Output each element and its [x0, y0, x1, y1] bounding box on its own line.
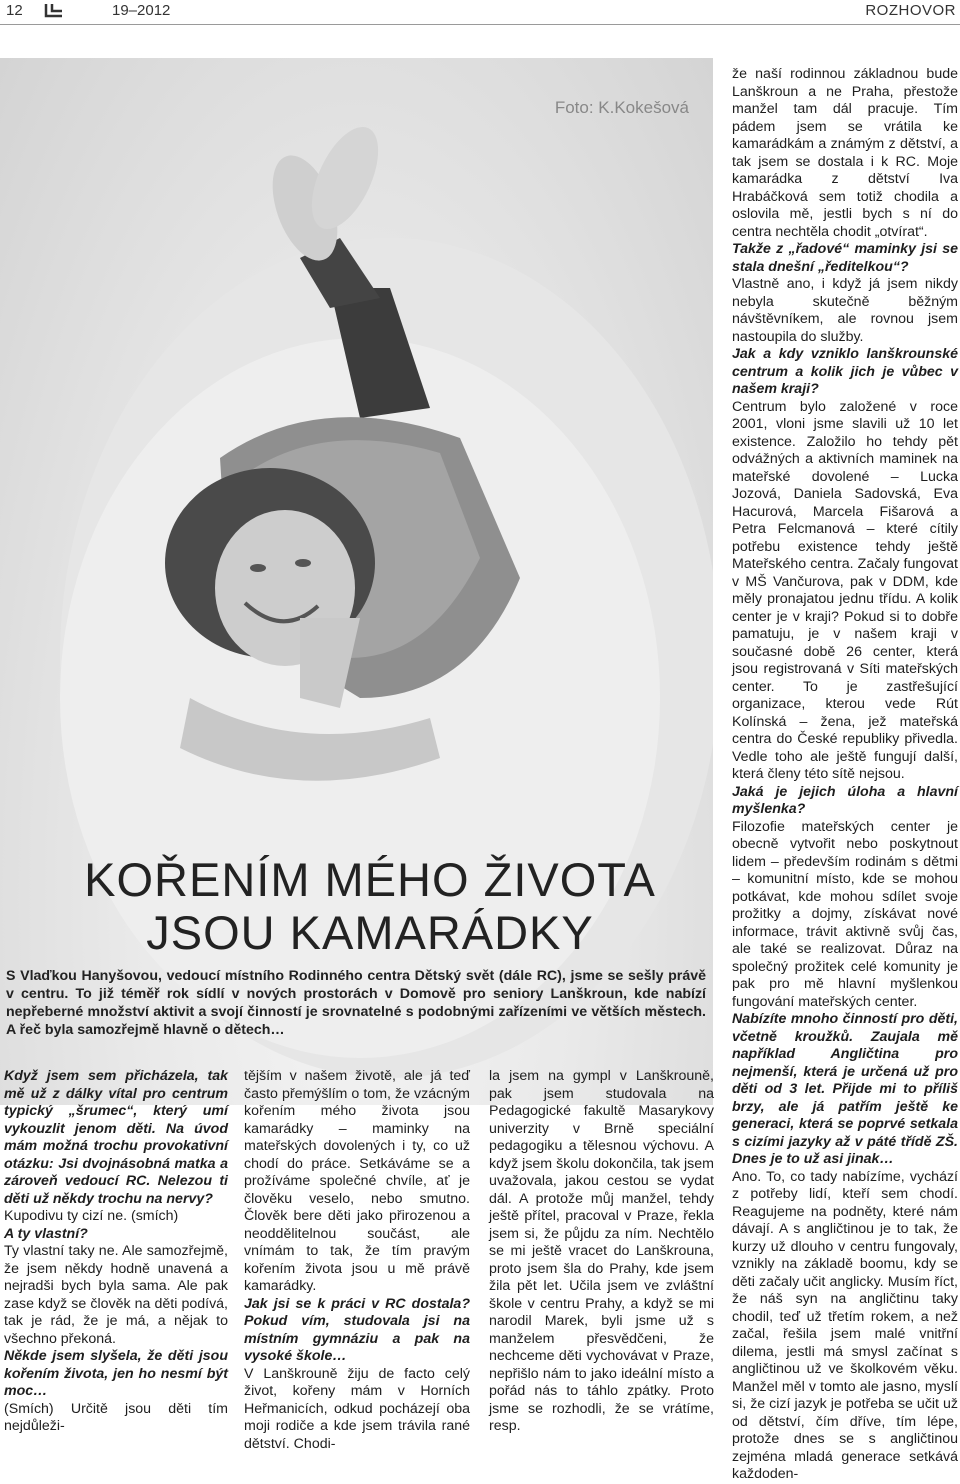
question: Když jsem sem přicházela, tak mě už z dálky vítal pro centrum typický „šrumec“, který umí vykouzlit jenom děti. Na úvod mám možná trochu provokativní otázku: Jsi dvojnásobná matka a zároveň vedoucí RC. Nelezou ti děti už někdy trochu na nervy? — [4, 1068, 228, 1207]
answer: (Smích) Určitě jsou děti tím nejdůleži- — [4, 1400, 228, 1434]
answer: tějším v našem životě, ale já teď často přemýšlím o tom, že vzácným kořením mého života jsou kamarádky – maminky na mateřských dovolených i ty, co už chodí do práce. Setkáváme se a prožíváme společné chvíle, ať je člověku veselo, nebo smutno. Člověk bere děti jako přirozenou a neoddělitelnou součást, ale vnímám to tak, že tím pravým kořením života jsou u mě právě kamarádky. — [244, 1068, 470, 1294]
article-lead — [6, 967, 706, 1039]
issue-number: 19–2012 — [112, 2, 171, 19]
question: Jaká je jejich úloha a hlavní myšlenka? — [732, 783, 958, 817]
page-header — [0, 0, 960, 22]
text-column-4 — [732, 66, 958, 1484]
text-column-1 — [4, 1068, 228, 1436]
answer: la jsem na gympl v Lanškrouně, pak jsem studovala na Pedagogické fakultě Masarykovy univerzity v Brně speciální pedagogiku a tělesnou výchovu. A když jsem školu dokončila, tak jsem uvažovala, jakou cestou se vydat dál. A protože můj manžel, tehdy ještě přítel, pracoval v Praze, řekla jsem si, že půjdu za ním. Nechtělo se mi ještě vracet do Lanškrouna, proto jsem šla do Prahy, kde jsem žila pět let. Učila jsem ve zvláštní škole v centru Prahy, a když se mi narodil Marek, byli jsme už s manželem přesvědčeni, že nechceme děti vychovávat v Praze, nepřišlo nám to jako ideální místo a pořád nás to táhlo zpátky. Proto jsme se rozhodli, že se vrátíme, resp. — [489, 1068, 714, 1434]
answer: Vlastně ano, i když já jsem nikdy nebyla skutečně běžným návštěvníkem, ale rovnou jsem nastoupila do služby. — [732, 276, 958, 345]
section-name: ROZHOVOR — [865, 2, 956, 19]
question: Někde jsem slyšela, že děti jsou kořením života, jen ho nesmí být moc… — [4, 1348, 228, 1399]
photo-credit: Foto: K.Kokešová — [554, 98, 689, 117]
answer: Centrum bylo založené v roce 2001, vloni jsme slavili už 10 let existence. Založilo ho tehdy pět odvážných a aktivních maminek na mateřské dovolené – Lucka Jozová, Daniela Sadovská, Eva Hacurová, Marcela Fišarová a Petra Felcmanová – které cítily potřebu existence tehdy ještě Mateřského centra. Začaly fungovat v MŠ Vančurova, pak v DDM, kde měly pronajatou jednu třídu. A kolik center je v kraji? Pokud si to dobře pamatuju, je v našem kraji v současné době 26 center, která jsou registrovaná v Síti mateřských center. To je zastřešující organizace, kterou vede Rút Kolínská – žena, jež mateřská centra do České republiky přivedla. Vedle toho ale ještě fungují další, která členy této sítě nejsou. — [732, 398, 958, 782]
question: Takže z „řadové“ maminky jsi se stala dnešní „ředitelkou“? — [732, 241, 958, 275]
magazine-logo-icon — [44, 4, 64, 18]
lead-paragraph: S Vlaďkou Hanyšovou, vedoucí místního Rodinného centra Dětský svět (dále RC), jsme se sešly právě v centru. To již téměř rok sídlí v nových prostorách v Domově pro seniory Lanškroun, kde nabízí nepřeberné množství aktivit a svojí činností je srovnatelné s podobnými zařízeními ve větších městech. A řeč byla samozřejmě hlavně o dětech… — [6, 968, 706, 1038]
question: Jak jsi se k práci v RC dostala? Pokud vím, studovala jsi na místním gymnáziu a pak na vysoké škole… — [244, 1295, 470, 1364]
answer: Ano. To, co tady nabízíme, vychází z potřeby lidí, kteří sem chodí. Reagujeme na podněty, které nám dávají. A s angličtinou je to tak, že kurzy už dlouho v centru fungovaly, vznikly na základě boomu, kdy se děti začaly učit anglicky. Musím říct, že náš syn na angličtinu taky chodil, teď už třetím rokem, a než začal, řešila jsem malé vnitřní dilema, jestli má smysl začínat s angličtinou už ve školkovém věku. Manžel měl v tomto ale jasno, myslí si, že cizí jazyk je potřeba se učit už od dětství, čím dříve, tím lépe, protože dnes se s angličtinou zejména mladá generace setkává každoden- — [732, 1168, 958, 1482]
answer: že naší rodinnou základnou bude Lanškroun a ne Praha, přestože manžel tam dál pracuje. Tím pádem jsem se vrátila ke kamarádkám a známým z dětství, a tak jsem se dostala i k RC. Moje kamarádka z dětství Iva Hrabáčková sem totiž chodila a oslovila mě, jestli bych s ní do centra nechtěla chodit „otvírat“. — [732, 66, 958, 240]
portrait-photo — [0, 58, 713, 1105]
article-title-line2: JSOU KAMARÁDKY — [146, 906, 594, 959]
answer: V Lanškrouně žiju de facto celý život, kořeny mám v Horních Heřmanicích, odkud pocházejí oba moji rodiče a kde jsem trávila rané dětství. Chodi- — [244, 1365, 470, 1452]
question: A ty vlastní? — [4, 1225, 88, 1242]
answer: Ty vlastní taky ne. Ale samozřejmě, že jsem někdy hodně unavená a nejradši bych byla sama. Ale pak zase když se člověk na děti podívá, tak je rád, že je má, a nějak to všechno překoná. — [4, 1243, 228, 1347]
answer: Kupodivu ty cizí ne. (smích) — [4, 1208, 179, 1224]
text-column-2 — [244, 1068, 470, 1453]
header-rule — [0, 24, 960, 25]
question: Nabízíte mnoho činností pro děti, včetně kroužků. Zaujala mě například Angličtina pro nejmenší, která je určená už pro děti od 3 let. Přijde mi to příliš brzy, ale já patřím ještě ke generaci, která se poprvé setkala s cizími jazyky až v páté třídě ZŠ. Dnes je to už asi jinak… — [732, 1011, 958, 1167]
article-title-line1: KOŘENÍM MÉHO ŽIVOTA — [84, 853, 656, 906]
answer: Filozofie mateřských center je obecně vytvořit nebo poskytnout lidem – především rodinám s dětmi – komunitní místo, kde se mohou potkávat, kde mohou sdílet svoje prožitky a dojmy, získávat nové informace, trávit aktivně svůj čas, ale také se realizovat. Důraz na společný prožitek celé komunity je pak pro mě hlavní myšlenkou fungování mateřských center. — [732, 818, 958, 1010]
page-number: 12 — [6, 2, 23, 19]
question: Jak a kdy vzniklo lanškrounské centrum a kolik jich je vůbec v našem kraji? — [732, 346, 958, 397]
text-column-3 — [489, 1068, 714, 1436]
